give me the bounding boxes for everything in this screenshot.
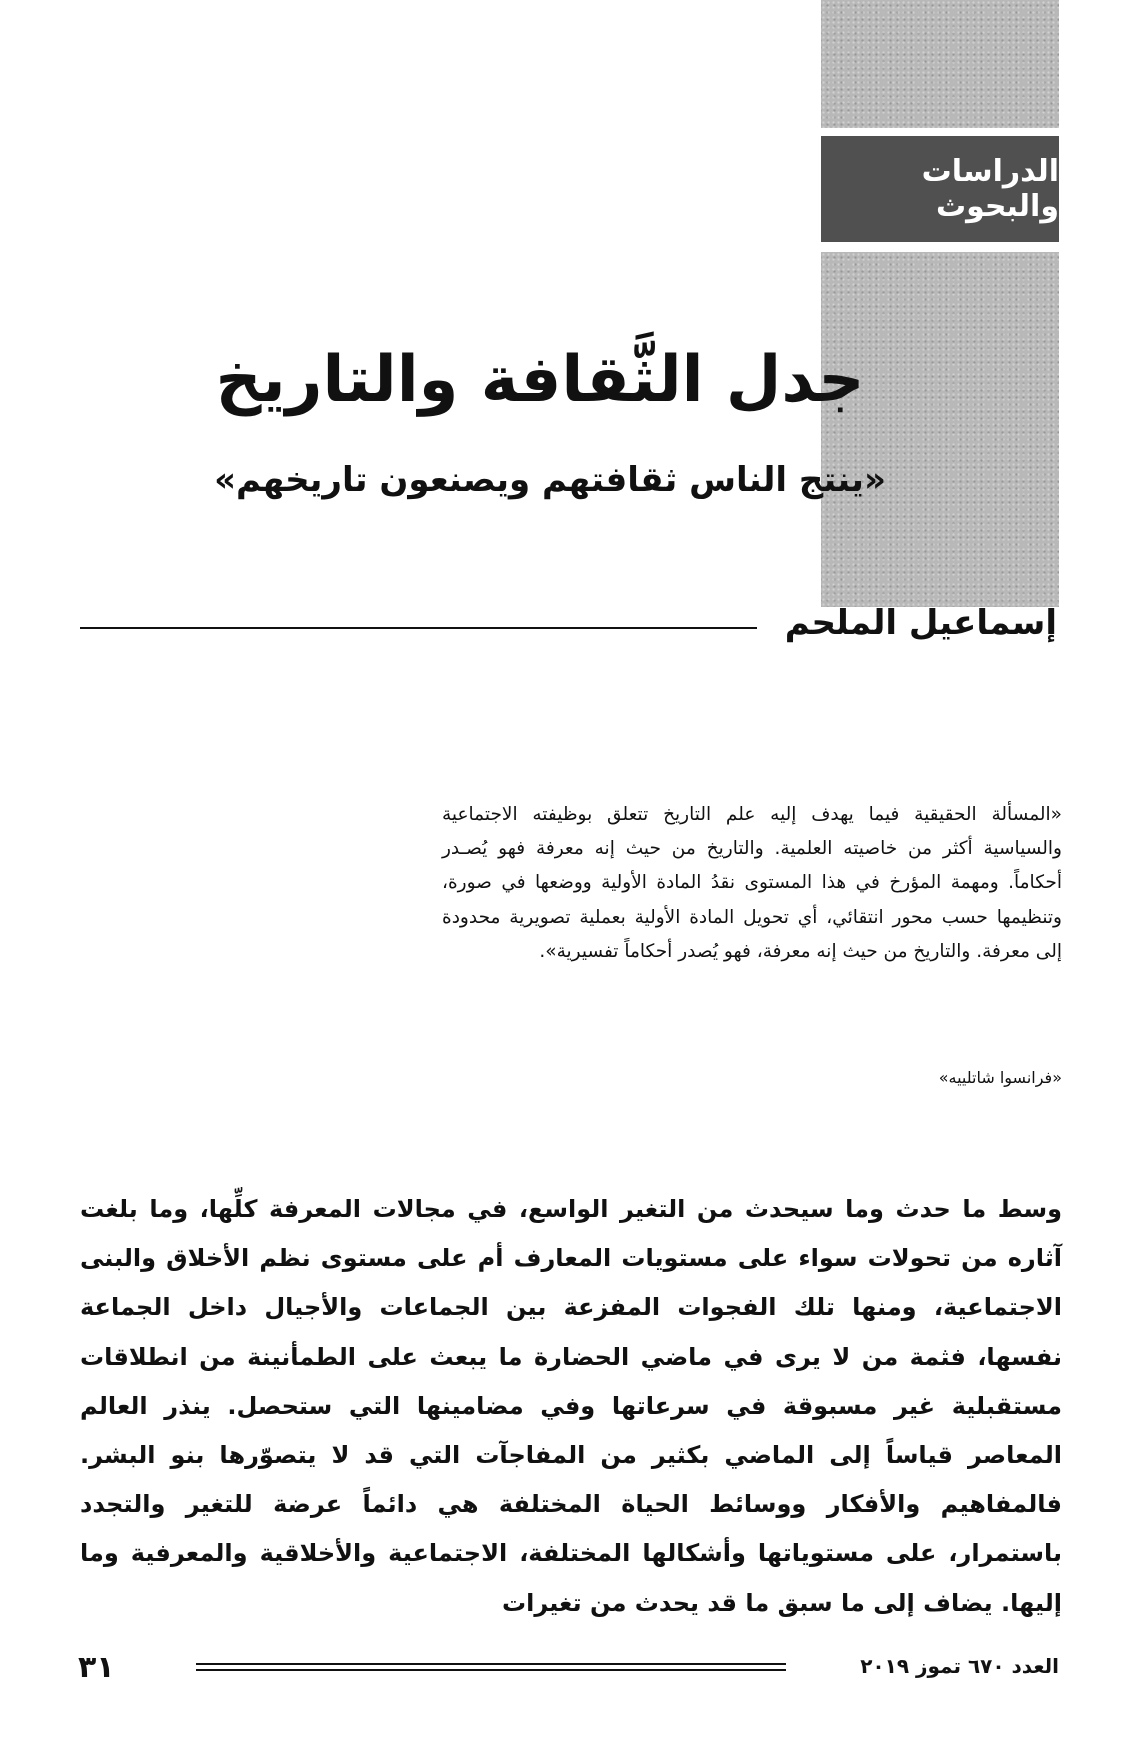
epigraph-quote: «المسألة الحقيقية فيما يهدف إليه علم التاريخ تتعلق بوظيفته الاجتماعية والسياسية أكثر من خاصيته العلمية. والتاريخ من حيث إنه معرفة فهو يُصـدر أحكاماً. ومهمة المؤرخ في هذا المستوى نقدُ المادة الأولية ووضعها في صورة، وتنظيمها حسب محور انتقائي، أي تحويل المادة الأولية بعملية تصويرية محدودة إلى معرفة. والتاريخ من حيث إنه معرفة، فهو يُصدر أحكاماً تفسيرية». — [442, 804, 1062, 962]
author-divider — [80, 627, 757, 629]
article-subtitle: «ينتج الناس ثقافتهم ويصنعون تاريخهم» — [214, 460, 886, 500]
decorative-texture-top — [821, 0, 1059, 128]
body-paragraph: وسط ما حدث وما سيحدث من التغير الواسع، في مجالات المعرفة كلِّها، وما بلغت آثاره من تحولات سواء على مستويات المعارف أم على مستوى نظم الأخلاق والبنى الاجتماعية، ومنها تلك الفجوات المفزعة بين الجماعات والأجيال داخل الجماعة نفسها، فثمة من لا يرى في ماضي الحضارة ما يبعث على الطمأنينة من انطلاقات مستقبلية غير مسبوقة في سرعاتها وفي مضامينها التي ستحصل. ينذر العالم المعاصر قياساً إلى الماضي بكثير من المفاجآت التي قد لا يتصوّرها بنو البشر. فالمفاهيم والأفكار ووسائط الحياة المختلفة هي دائماً عرضة للتغير والتجدد باستمرار، على مستوياتها وأشكالها المختلفة، الاجتماعية والأخلاقية والمعرفية وما إليها. يضاف إلى ما سبق ما قد يحدث من تغيرات — [80, 1195, 1062, 1617]
decorative-texture-bottom — [821, 252, 1059, 607]
author-name: إسماعيل الملحم — [784, 603, 1057, 643]
footer-divider — [196, 1669, 786, 1671]
section-label — [821, 136, 1059, 242]
footer-divider — [196, 1663, 786, 1665]
issue-info: العدد ٦٧٠ تموز ٢٠١٩ — [860, 1654, 1059, 1678]
epigraph-source: «فرانسوا شاتلييه» — [938, 1068, 1062, 1087]
section-label-text: الدراسات والبحوث — [921, 154, 1059, 224]
article-title: جدل الثَّقافة والتاريخ — [215, 343, 865, 417]
page-number: ٣١ — [78, 1650, 115, 1685]
